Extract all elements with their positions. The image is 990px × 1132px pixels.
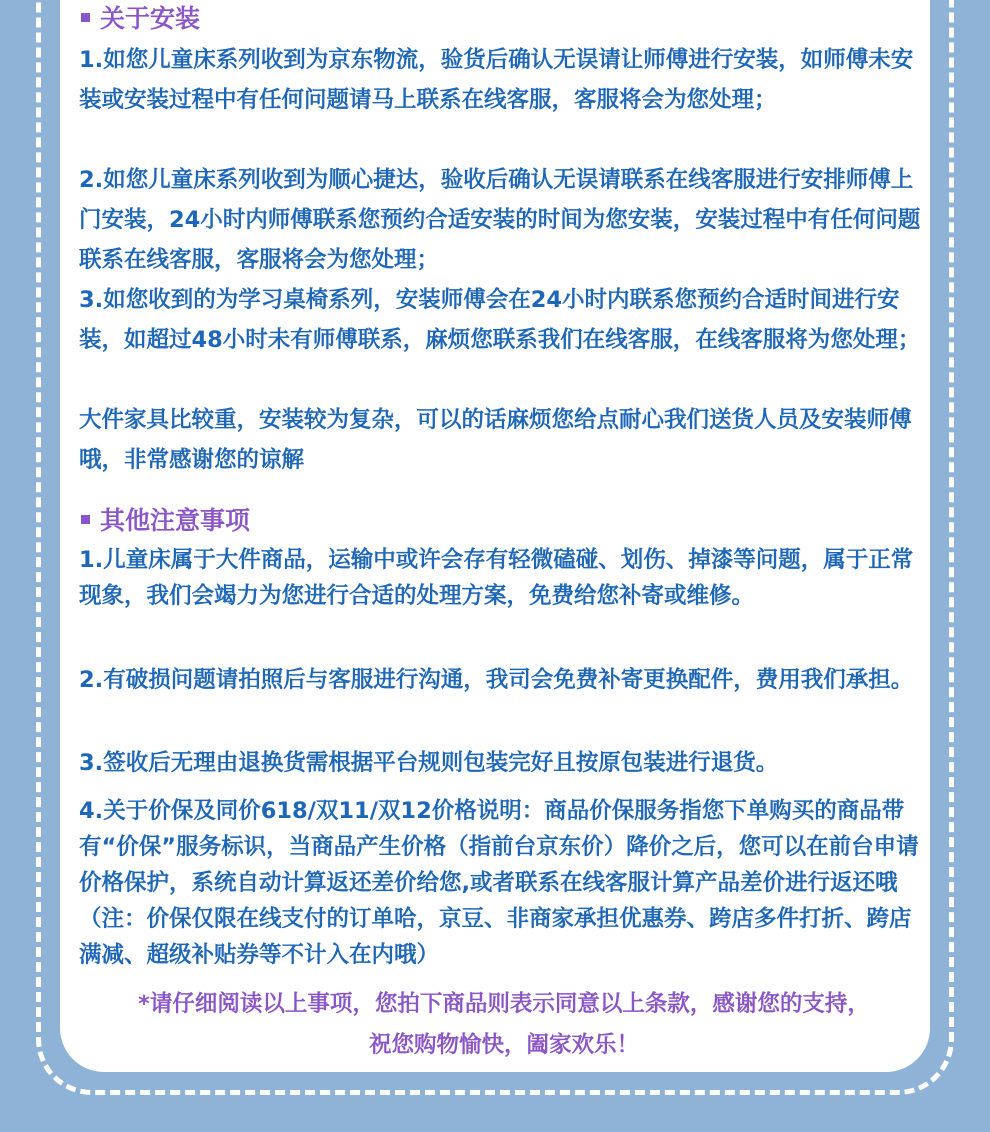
other-item-1: 1.儿童床属于大件商品，运输中或许会存有轻微磕碰、划伤、掉漆等问题，属于正常现象，我们会竭力为您进行合适的处理方案，免费给您补寄或维修。 xyxy=(79,547,914,609)
installation-item-1: 1.如您儿童床系列收到为京东物流，验货后确认无误请让师傅进行安装，如师傅未安装或安装过程中有任何问题请马上联系在线客服，客服将会为您处理； xyxy=(79,47,914,113)
other-item-3: 3.签收后无理由退换货需根据平台规则包装完好且按原包装进行退货。 xyxy=(79,750,779,776)
section-heading-installation xyxy=(81,2,200,36)
installation-note: 大件家具比较重，安装较为复杂，可以的话麻烦您给点耐心我们送货人员及安装师傅哦，非常感谢您的谅解 xyxy=(79,407,912,473)
footer-note-line-2: 祝您购物愉快，阖家欢乐！ xyxy=(368,1032,639,1058)
footer-note-line-1: *请仔细阅读以上事项，您拍下商品则表示同意以上条款，感谢您的支持， xyxy=(138,991,870,1017)
other-item-2: 2.有破损问题请拍照后与客服进行沟通，我司会免费补寄更换配件，费用我们承担。 xyxy=(79,667,914,693)
installation-item-2: 2.如您儿童床系列收到为顺心捷达，验收后确认无误请联系在线客服进行安排师傅上门安装，24小时内师傅联系您预约合适安装的时间为您安装，安装过程中有任何问题联系在线客服，客服将会为您处理； xyxy=(79,167,921,273)
installation-item-3: 3.如您收到的为学习桌椅系列，安装师傅会在24小时内联系您预约合适时间进行安装，如超过48小时未有师傅联系，麻烦您联系我们在线客服，在线客服将为您处理； xyxy=(79,287,921,353)
section-title: 其他注意事项 xyxy=(100,506,251,535)
section-heading-other xyxy=(81,504,250,538)
bullet-square-icon xyxy=(81,515,90,524)
bullet-square-icon xyxy=(81,13,90,22)
other-item-4: 4.关于价保及同价618/双11/双12价格说明：商品价保服务指您下单购买的商品带有“价保”服务标识，当商品产生价格（指前台京东价）降价之后，您可以在前台申请价格保护，系统自动计算返还差价给您,或者联系在线客服计算产品差价进行返还哦（注：价保仅限在线支付的订单哈，京豆、非商家承担优惠券、跨店多件打折、跨店满减、超级补贴券等不计入在内哦） xyxy=(79,798,919,968)
section-title: 关于安装 xyxy=(100,4,201,33)
